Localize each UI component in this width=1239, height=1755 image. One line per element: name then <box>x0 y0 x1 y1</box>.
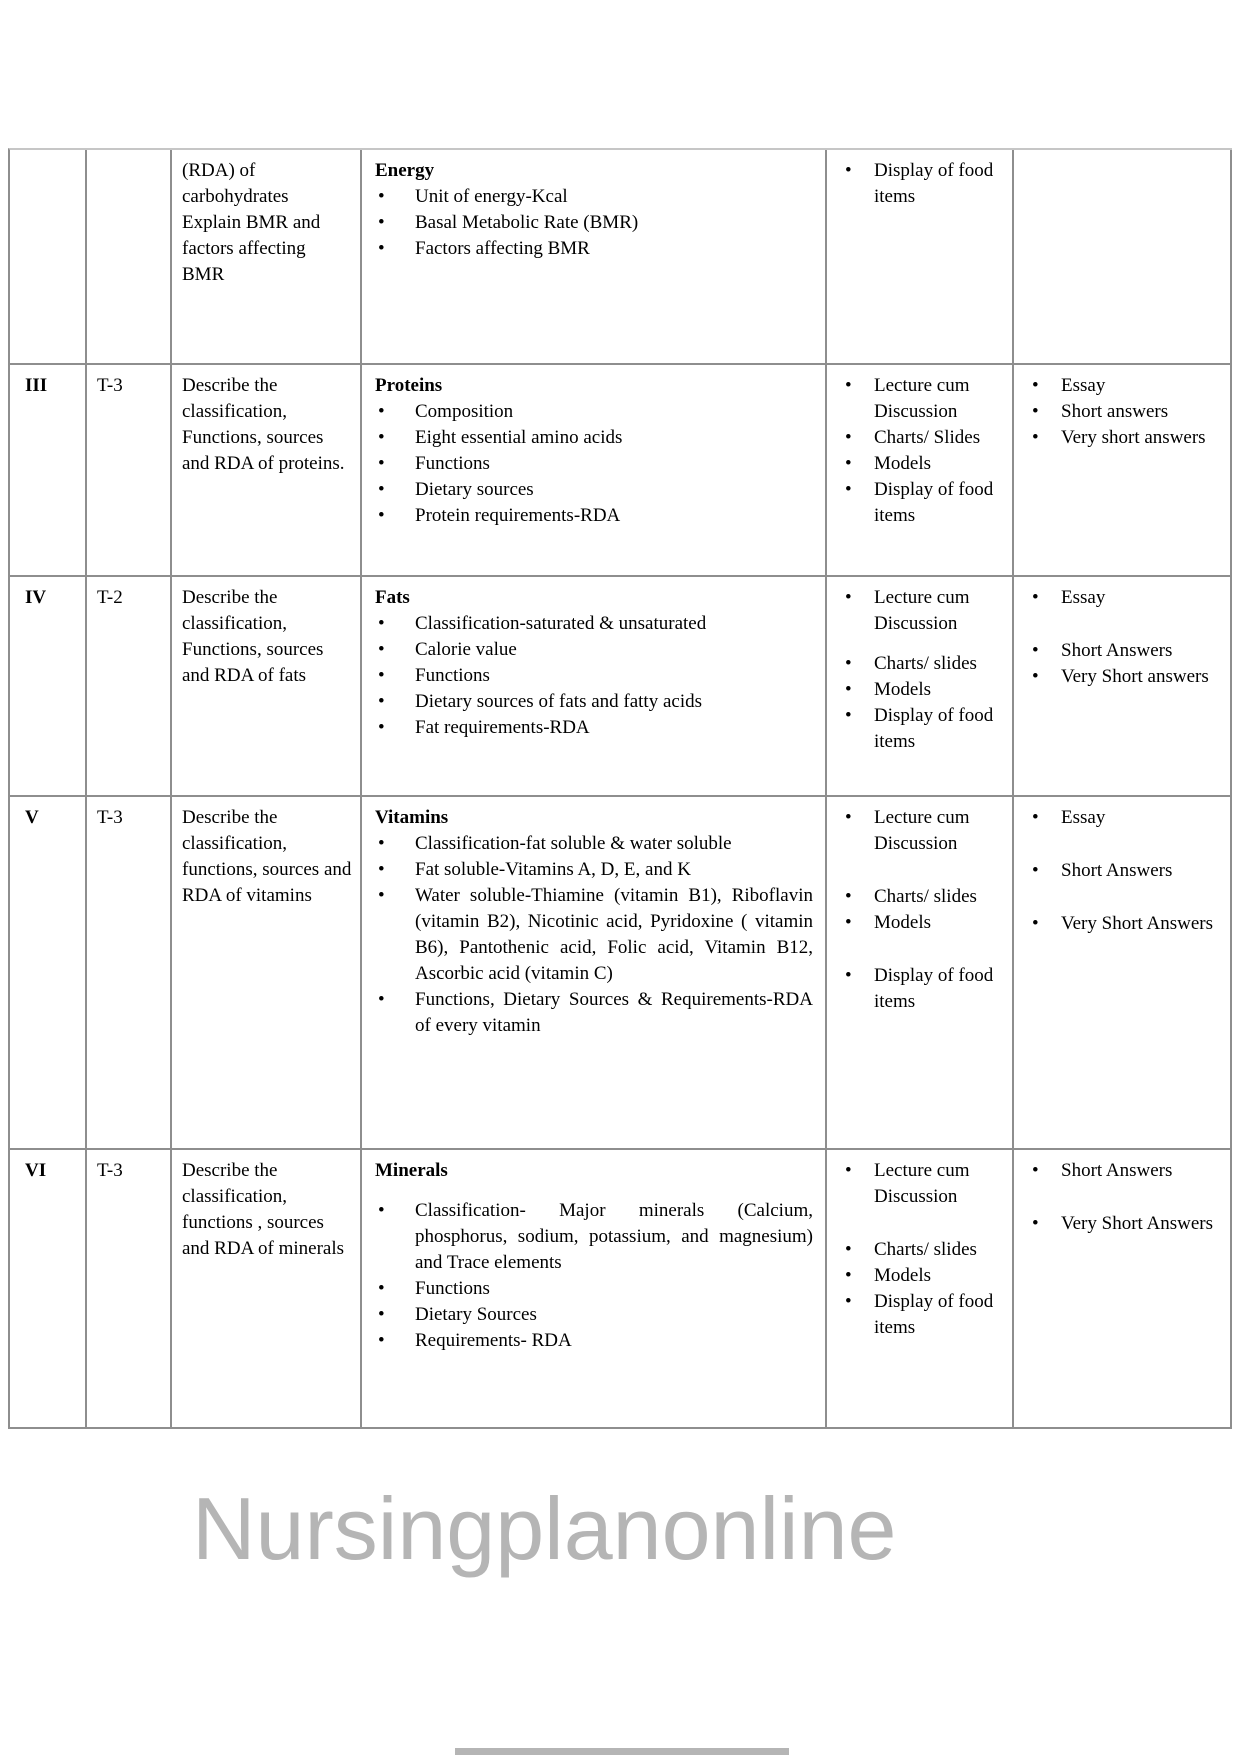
bullet-icon: • <box>378 639 385 660</box>
objective-text: Describe the classification, Functions, sources and RDA of fats <box>182 587 324 686</box>
list-item <box>1030 911 1224 937</box>
list-item <box>843 963 1006 1015</box>
list-item-text: Composition <box>415 401 514 422</box>
bullet-icon: • <box>378 1304 385 1325</box>
list-item <box>1030 373 1224 399</box>
teaching-methods-cell <box>827 1150 1014 1429</box>
list-item-text: Essay <box>1061 587 1106 608</box>
bullet-icon: • <box>845 679 852 700</box>
list-item-text: Essay <box>1061 807 1106 828</box>
bullet-icon: • <box>845 965 852 986</box>
list-item-text: Dietary sources <box>415 479 534 500</box>
list-item <box>375 831 813 857</box>
bullet-icon: • <box>845 1239 852 1260</box>
list-item-text: Fat soluble-Vitamins A, D, E, and K <box>415 859 691 880</box>
list-item <box>843 425 1006 451</box>
bullet-icon: • <box>1032 640 1039 661</box>
unit-label: III <box>25 375 48 396</box>
bottom-partial-element <box>455 1748 789 1755</box>
content-title: Fats <box>375 587 410 608</box>
duration-cell <box>87 1150 172 1429</box>
bullet-icon: • <box>378 427 385 448</box>
bullet-icon: • <box>378 212 385 233</box>
list-item <box>1030 858 1224 884</box>
list-item <box>843 1158 1006 1210</box>
content-title: Minerals <box>375 1160 448 1181</box>
duration-cell <box>87 150 172 365</box>
bullet-icon: • <box>378 1200 385 1221</box>
list-item-text: Short Answers <box>1061 1160 1173 1181</box>
bullet-icon: • <box>378 717 385 738</box>
duration-cell <box>87 577 172 797</box>
bullet-icon: • <box>1032 666 1039 687</box>
assessment-list <box>1030 805 1224 937</box>
content-list <box>375 399 813 529</box>
watermark-text: Nursingplanonline <box>192 1479 897 1578</box>
list-item-text: Classification-fat soluble & water soluble <box>415 833 732 854</box>
bullet-icon: • <box>378 186 385 207</box>
content-cell <box>362 150 827 365</box>
list-item <box>375 857 813 883</box>
content-title: Vitamins <box>375 807 449 828</box>
duration-cell <box>87 797 172 1150</box>
bullet-icon: • <box>1032 1213 1039 1234</box>
list-item <box>843 703 1006 755</box>
list-item-text: Basal Metabolic Rate (BMR) <box>415 212 639 233</box>
teaching-methods-cell <box>827 150 1014 365</box>
list-item-text: Dietary sources of fats and fatty acids <box>415 691 703 712</box>
list-item-text: Display of food items <box>874 1291 994 1338</box>
list-item-text: Display of food items <box>874 479 994 526</box>
duration-cell <box>87 365 172 577</box>
bullet-icon: • <box>845 912 852 933</box>
duration-label: T-3 <box>97 375 123 396</box>
list-item <box>375 1328 813 1354</box>
bullet-icon: • <box>378 989 385 1010</box>
list-item <box>843 884 1006 910</box>
list-item <box>843 1289 1006 1341</box>
assessment-list <box>1030 585 1224 690</box>
list-item-text: Models <box>874 1265 931 1286</box>
bullet-icon: • <box>845 587 852 608</box>
list-item <box>1030 1211 1224 1237</box>
bullet-icon: • <box>378 859 385 880</box>
duration-label: T-3 <box>97 807 123 828</box>
bullet-icon: • <box>845 375 852 396</box>
content-list <box>375 184 813 262</box>
unit-label: V <box>25 807 39 828</box>
list-item <box>375 425 813 451</box>
objectives-cell <box>172 577 362 797</box>
list-item <box>375 987 813 1039</box>
list-item <box>375 503 813 529</box>
bullet-icon: • <box>378 833 385 854</box>
bullet-icon: • <box>1032 860 1039 881</box>
unit-label: IV <box>25 587 47 608</box>
list-item-text: Functions, Dietary Sources & Requirements-RDA of every vitamin <box>415 989 813 1036</box>
list-item <box>843 651 1006 677</box>
list-item <box>375 715 813 741</box>
objectives-cell <box>172 150 362 365</box>
list-item <box>375 883 813 987</box>
list-item <box>1030 399 1224 425</box>
bullet-icon: • <box>1032 1160 1039 1181</box>
teaching-list <box>843 158 1006 210</box>
content-title: Proteins <box>375 375 443 396</box>
bullet-icon: • <box>845 160 852 181</box>
assessment-cell <box>1014 365 1232 577</box>
assessment-list <box>1030 373 1224 451</box>
objectives-cell <box>172 797 362 1150</box>
bullet-icon: • <box>1032 587 1039 608</box>
objectives-cell <box>172 1150 362 1429</box>
content-cell <box>362 1150 827 1429</box>
list-item <box>375 236 813 262</box>
list-item-text: Display of food items <box>874 160 994 207</box>
teaching-list <box>843 1158 1006 1341</box>
list-item <box>1030 664 1224 690</box>
list-item <box>375 399 813 425</box>
list-item-text: Functions <box>415 1278 490 1299</box>
teaching-methods-cell <box>827 577 1014 797</box>
bullet-icon: • <box>1032 913 1039 934</box>
list-item-text: Models <box>874 912 931 933</box>
bullet-icon: • <box>845 453 852 474</box>
teaching-list <box>843 373 1006 529</box>
bullet-icon: • <box>845 886 852 907</box>
list-item-text: Charts/ slides <box>874 1239 977 1260</box>
list-item-text: Charts/ Slides <box>874 427 981 448</box>
list-item <box>375 451 813 477</box>
list-item <box>843 910 1006 936</box>
list-item-text: Classification- Major minerals (Calcium, phosphorus, sodium, potassium, and magnesium) and Trace elements <box>415 1200 813 1273</box>
bullet-icon: • <box>845 1265 852 1286</box>
list-item-text: Models <box>874 679 931 700</box>
list-item-text: Calorie value <box>415 639 517 660</box>
content-cell <box>362 365 827 577</box>
list-item-text: Dietary Sources <box>415 1304 537 1325</box>
bullet-icon: • <box>1032 375 1039 396</box>
content-cell <box>362 577 827 797</box>
bullet-icon: • <box>845 1291 852 1312</box>
content-list <box>375 1198 813 1354</box>
list-item-text: Display of food items <box>874 705 994 752</box>
unit-cell <box>10 365 87 577</box>
list-item <box>375 1276 813 1302</box>
unit-cell <box>10 577 87 797</box>
unit-cell <box>10 150 87 365</box>
bullet-icon: • <box>845 427 852 448</box>
list-item <box>1030 805 1224 831</box>
assessment-cell <box>1014 1150 1232 1429</box>
list-item-text: Very Short answers <box>1061 666 1209 687</box>
syllabus-table <box>8 148 1232 1429</box>
teaching-methods-cell <box>827 365 1014 577</box>
teaching-list <box>843 805 1006 1015</box>
list-item <box>375 1302 813 1328</box>
list-item <box>375 689 813 715</box>
bullet-icon: • <box>378 665 385 686</box>
bullet-icon: • <box>845 479 852 500</box>
objective-text: Explain BMR and factors affecting BMR <box>182 212 321 285</box>
duration-label: T-2 <box>97 587 123 608</box>
content-list <box>375 611 813 741</box>
list-item-text: Short Answers <box>1061 860 1173 881</box>
list-item-text: Very short answers <box>1061 427 1206 448</box>
list-item-text: Essay <box>1061 375 1106 396</box>
bullet-icon: • <box>378 691 385 712</box>
bullet-icon: • <box>378 1330 385 1351</box>
list-item <box>1030 638 1224 664</box>
unit-label: VI <box>25 1160 47 1181</box>
assessment-list <box>1030 1158 1224 1237</box>
list-item <box>843 477 1006 529</box>
bullet-icon: • <box>378 613 385 634</box>
list-item-text: Display of food items <box>874 965 994 1012</box>
list-item <box>1030 585 1224 611</box>
list-item-text: Lecture cum Discussion <box>874 375 970 422</box>
objective-text: (RDA) of carbohydrates <box>182 160 289 207</box>
list-item <box>375 637 813 663</box>
list-item <box>843 677 1006 703</box>
list-item <box>843 451 1006 477</box>
list-item <box>1030 425 1224 451</box>
objective-text: Describe the classification, Functions, sources and RDA of proteins. <box>182 375 345 474</box>
list-item <box>1030 1158 1224 1184</box>
list-item-text: Functions <box>415 453 490 474</box>
list-item-text: Charts/ slides <box>874 886 977 907</box>
bullet-icon: • <box>378 885 385 906</box>
bullet-icon: • <box>378 505 385 526</box>
list-item-text: Very Short Answers <box>1061 1213 1213 1234</box>
list-item-text: Eight essential amino acids <box>415 427 623 448</box>
assessment-cell <box>1014 150 1232 365</box>
list-item-text: Water soluble-Thiamine (vitamin B1), Riboflavin (vitamin B2), Nicotinic acid, Pyridoxine ( vitamin B6), Pantothenic acid, Folic acid, Vitamin B12, Ascorbic acid (vitamin C) <box>415 885 813 984</box>
unit-cell <box>10 797 87 1150</box>
list-item-text: Lecture cum Discussion <box>874 587 970 634</box>
list-item <box>375 611 813 637</box>
content-title: Energy <box>375 160 435 181</box>
bullet-icon: • <box>845 1160 852 1181</box>
bullet-icon: • <box>378 238 385 259</box>
content-cell <box>362 797 827 1150</box>
bullet-icon: • <box>1032 401 1039 422</box>
list-item-text: Lecture cum Discussion <box>874 807 970 854</box>
list-item-text: Short Answers <box>1061 640 1173 661</box>
list-item-text: Requirements- RDA <box>415 1330 572 1351</box>
bullet-icon: • <box>378 479 385 500</box>
list-item-text: Charts/ slides <box>874 653 977 674</box>
list-item <box>375 184 813 210</box>
bullet-icon: • <box>378 401 385 422</box>
objective-text: Describe the classification, functions, sources and RDA of vitamins <box>182 807 352 906</box>
list-item <box>843 1237 1006 1263</box>
teaching-methods-cell <box>827 797 1014 1150</box>
list-item-text: Fat requirements-RDA <box>415 717 590 738</box>
content-list <box>375 831 813 1039</box>
bullet-icon: • <box>378 453 385 474</box>
bullet-icon: • <box>845 705 852 726</box>
list-item <box>375 663 813 689</box>
list-item-text: Unit of energy-Kcal <box>415 186 568 207</box>
list-item <box>843 805 1006 857</box>
assessment-cell <box>1014 797 1232 1150</box>
teaching-list <box>843 585 1006 755</box>
list-item <box>843 158 1006 210</box>
unit-cell <box>10 1150 87 1429</box>
objective-text: Describe the classification, functions , sources and RDA of minerals <box>182 1160 345 1259</box>
list-item-text: Lecture cum Discussion <box>874 1160 970 1207</box>
bullet-icon: • <box>845 653 852 674</box>
list-item-text: Protein requirements-RDA <box>415 505 621 526</box>
list-item <box>375 477 813 503</box>
list-item-text: Models <box>874 453 931 474</box>
assessment-cell <box>1014 577 1232 797</box>
list-item-text: Functions <box>415 665 490 686</box>
bullet-icon: • <box>845 807 852 828</box>
list-item <box>843 1263 1006 1289</box>
objectives-cell <box>172 365 362 577</box>
list-item-text: Classification-saturated & unsaturated <box>415 613 707 634</box>
list-item-text: Very Short Answers <box>1061 913 1213 934</box>
list-item-text: Factors affecting BMR <box>415 238 590 259</box>
list-item <box>375 210 813 236</box>
list-item <box>843 585 1006 637</box>
bullet-icon: • <box>1032 427 1039 448</box>
list-item <box>375 1198 813 1276</box>
duration-label: T-3 <box>97 1160 123 1181</box>
bullet-icon: • <box>378 1278 385 1299</box>
bullet-icon: • <box>1032 807 1039 828</box>
list-item <box>843 373 1006 425</box>
list-item-text: Short answers <box>1061 401 1169 422</box>
